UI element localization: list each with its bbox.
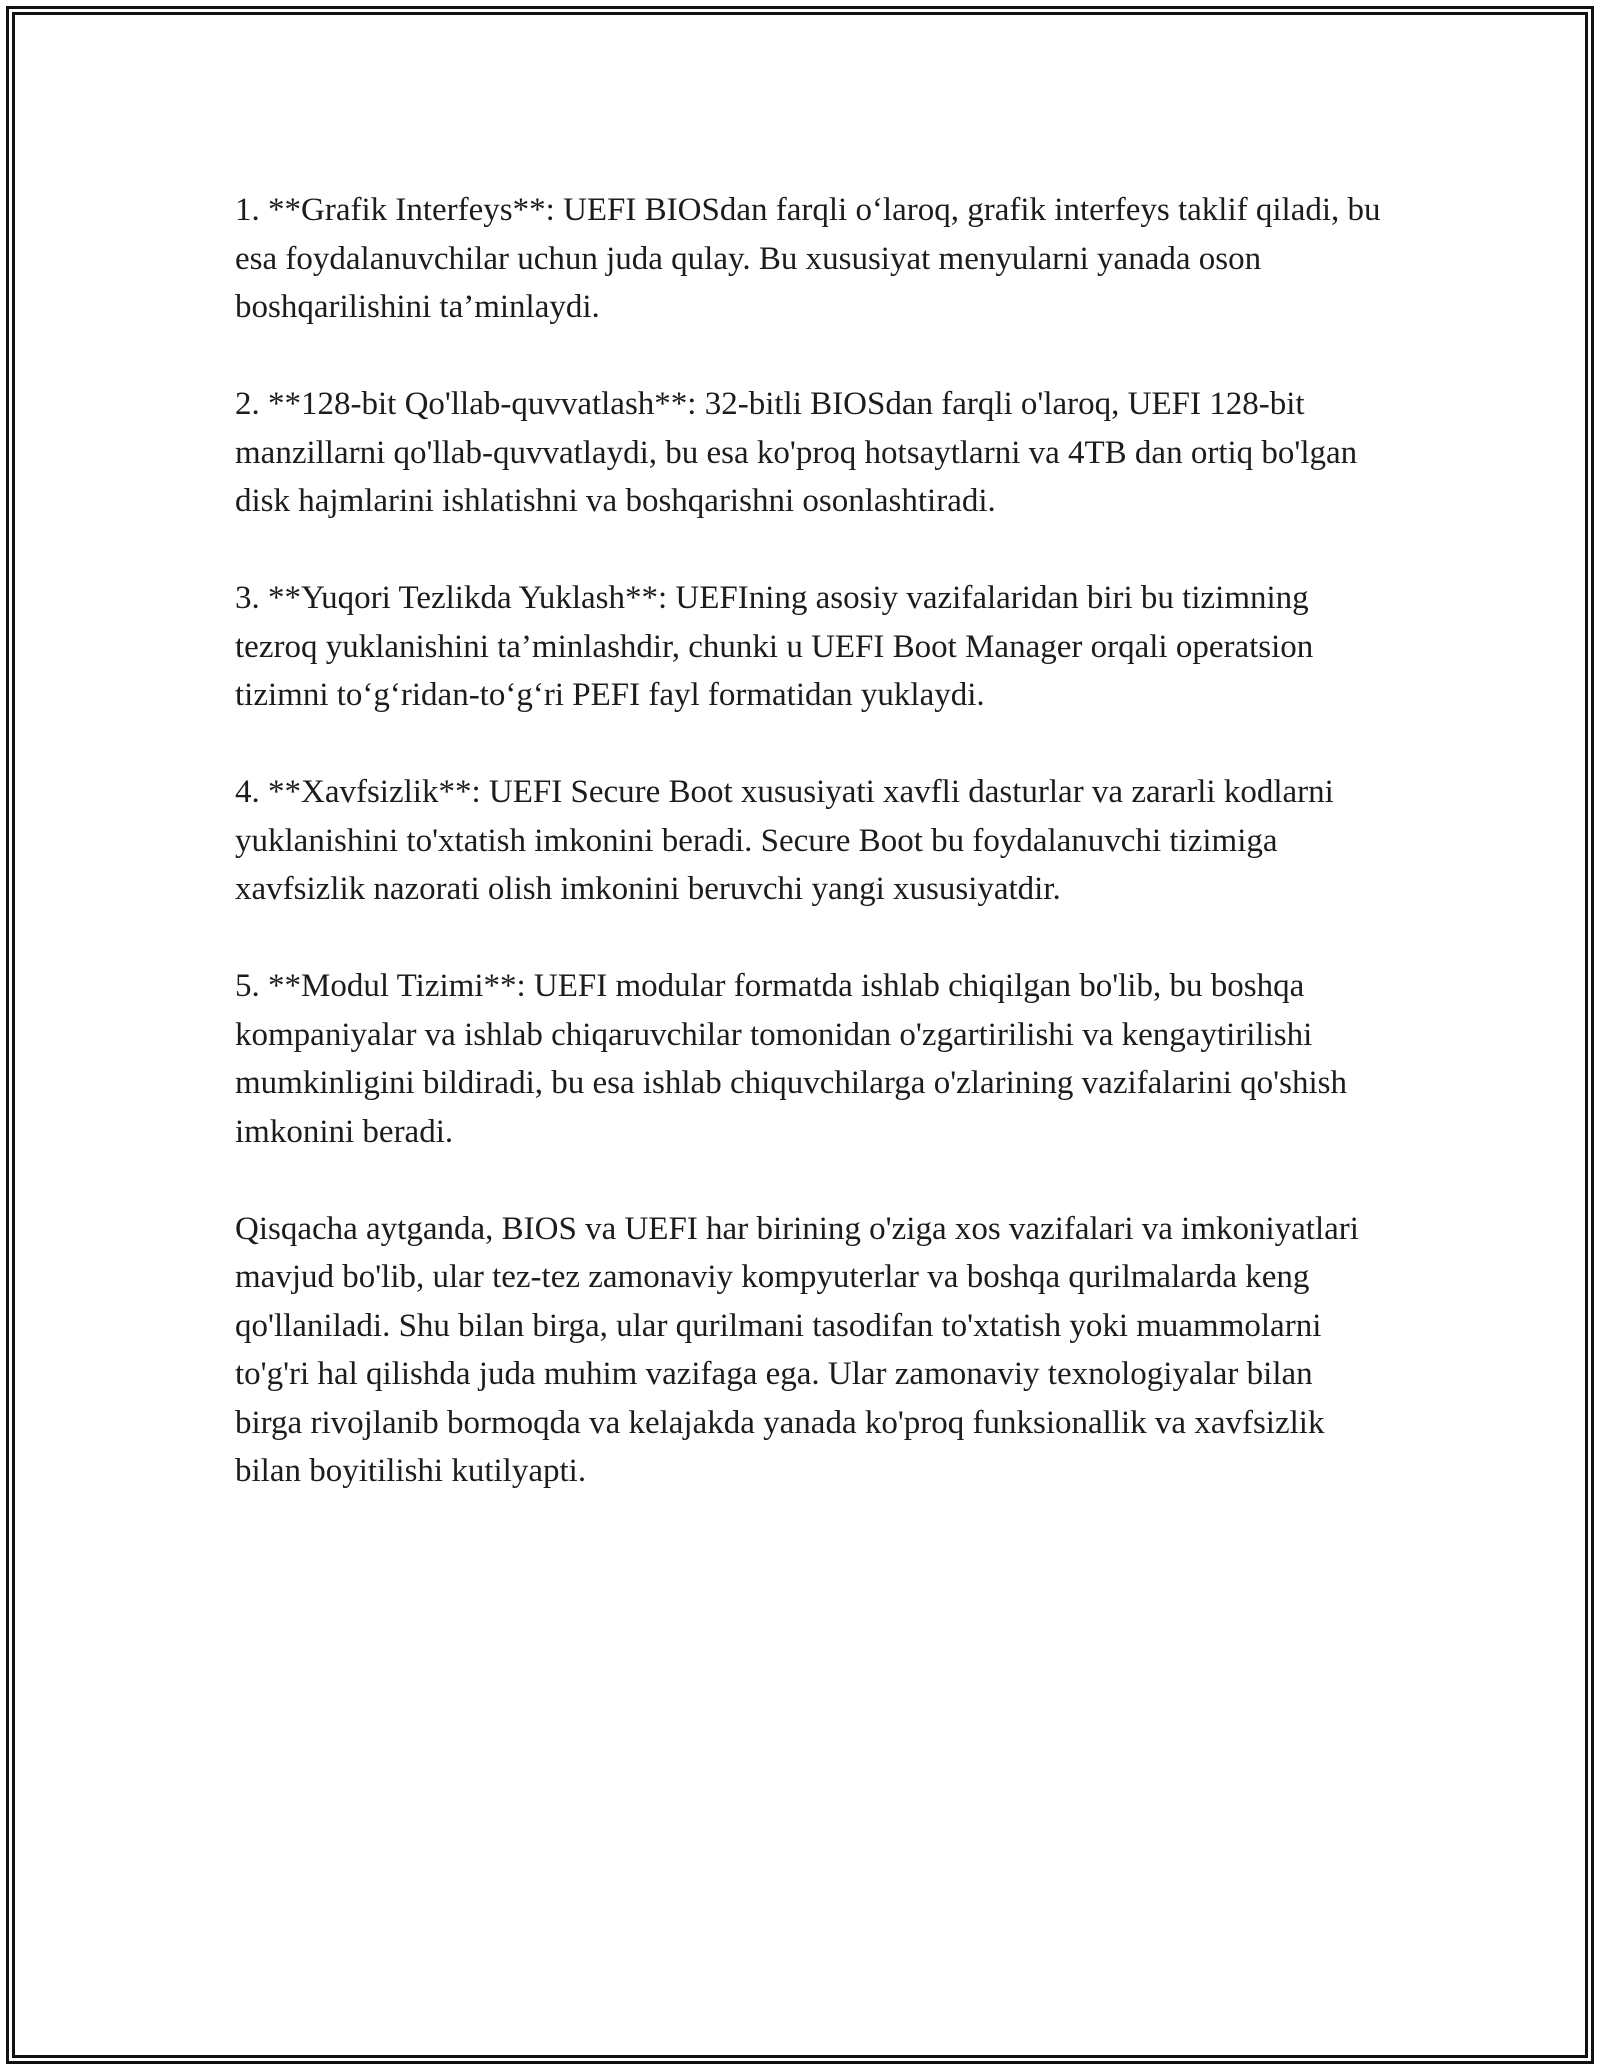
paragraph-security: 4. **Xavfsizlik**: UEFI Secure Boot xususiyati xavfli dasturlar va zararli kodlarni yuklanishini to'xtatish imkonini beradi. Secure Boot bu foydalanuvchi tizimiga xavfsizlik nazorati olish imkonini beruvchi yangi xususiyatdir.: [235, 774, 1334, 907]
paragraph-fast-boot: 3. **Yuqori Tezlikda Yuklash**: UEFIning asosiy vazifalaridan biri bu tizimning tezroq yuklanishini ta’minlashdir, chunki u UEFI Boot Manager orqali operatsion tizimni to‘g‘ridan-to‘g‘ri PEFI fayl formatidan yuklaydi.: [235, 580, 1314, 713]
paragraph-summary: Qisqacha aytganda, BIOS va UEFI har birining o'ziga xos vazifalari va imkoniyatlari mavjud bo'lib, ular tez-tez zamonaviy kompyuterlar va boshqa qurilmalarda keng qo'llaniladi. Shu bilan birga, ular qurilmani tasodifan to'xtatish yoki muammolarni to'g'ri hal qilishda juda muhim vazifaga ega. Ular zamonaviy texnologiyalar bilan birga rivojlanib bormoqda va kelajakda yanada ko'proq funksionallik va xavfsizlik bilan boyitilishi kutilyapti.: [235, 1210, 1359, 1489]
paragraph-modular-system: 5. **Modul Tizimi**: UEFI modular formatda ishlab chiqilgan bo'lib, bu boshqa kompaniyalar va ishlab chiqaruvchilar tomonidan o'zgartirilishi va kengaytirilishi mumkinligini bildiradi, bu esa ishlab chiquvchilarga o'zlarining vazifalarini qo'shish imkonini beradi.: [235, 968, 1347, 1150]
paragraph-128-bit-support: 2. **128-bit Qo'llab-quvvatlash**: 32-bitli BIOSdan farqli o'laroq, UEFI 128-bit manzillarni qo'llab-quvvatlaydi, bu esa ko'proq hotsaytlarni va 4TB dan ortiq bo'lgan disk hajmlarini ishlatishni va boshqarishni osonlashtiradi.: [235, 386, 1358, 519]
document-body: [235, 186, 1385, 1496]
paragraph-grafik-interfeys: 1. **Grafik Interfeys**: UEFI BIOSdan farqli o‘laroq, grafik interfeys taklif qiladi, bu esa foydalanuvchilar uchun juda qulay. Bu xususiyat menyularni yanada oson boshqarilishini ta’minlaydi.: [235, 192, 1381, 325]
